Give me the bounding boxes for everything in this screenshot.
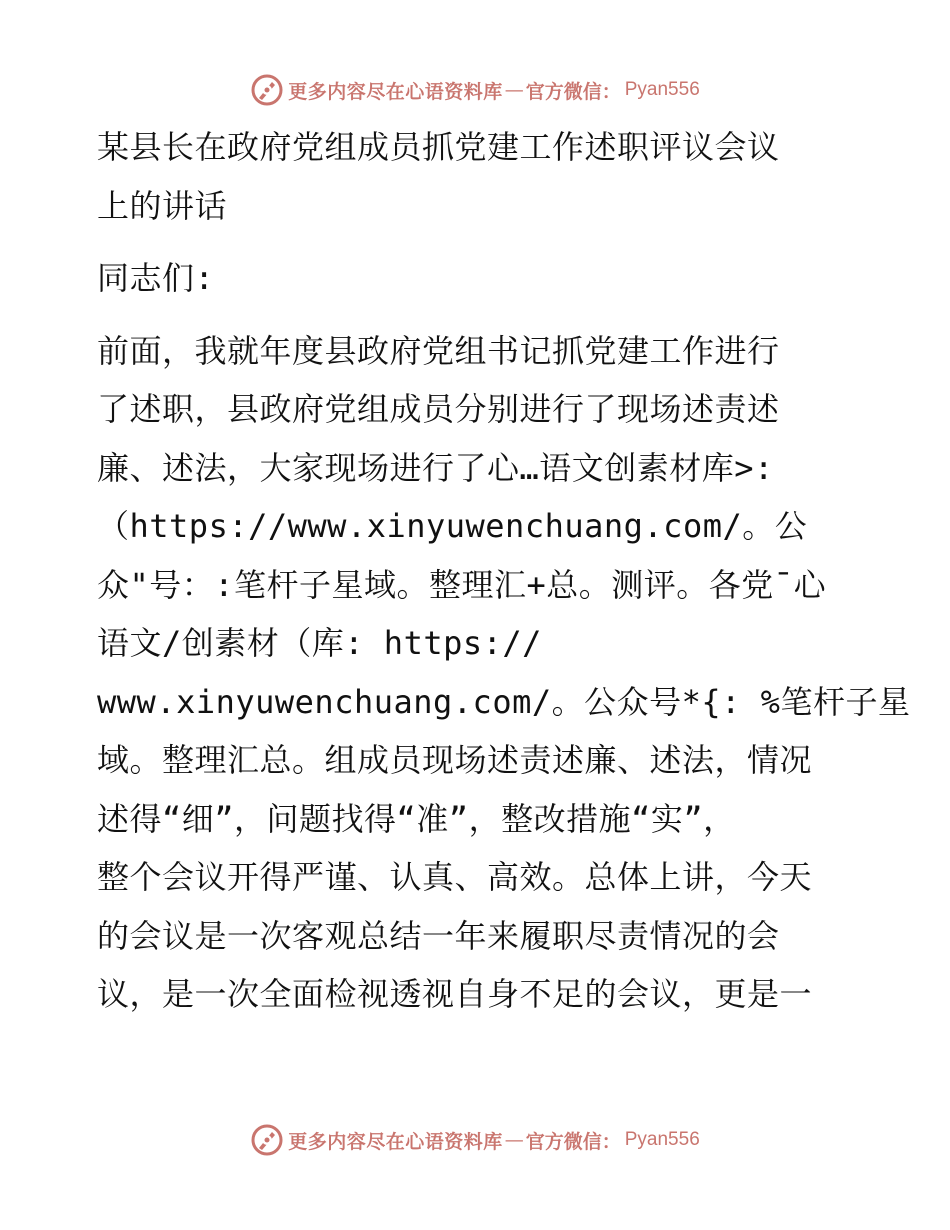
banner-wechat-id: Pyan556	[624, 79, 700, 100]
body-line: 述得“细”，问题找得“准”，整改措施“实”，	[97, 799, 736, 838]
title-line-1: 某县长在政府党组成员抓党建工作述职评议会议	[97, 128, 780, 166]
body-line: 的会议是一次客观总结一年来履职尽责情况的会	[97, 916, 780, 955]
body-line: 廉、述法，大家现场进行了心…语文创素材库>:	[97, 448, 774, 487]
body-line: www.xinyuwenchuang.com/。公众号*{: %笔杆子星	[97, 682, 911, 721]
document-body	[97, 118, 911, 1024]
header-banner	[0, 70, 950, 110]
body-line: 众"号：:笔杆子星域。整理汇+总。测评。各党¯心	[97, 565, 827, 604]
quill-logo-icon	[250, 73, 284, 107]
banner-separator: —	[504, 79, 524, 101]
footer-banner	[0, 1120, 950, 1160]
banner-text: 更多内容尽在心语资料库	[288, 80, 503, 103]
banner-wechat-label: 官方微信：	[525, 80, 621, 103]
banner-separator: —	[504, 1129, 524, 1151]
body-line: 整个会议开得严谨、认真、高效。总体上讲，今天	[97, 858, 813, 896]
body-line: （https://www.xinyuwenchuang.com/。公	[97, 507, 808, 545]
banner-wechat-label: 官方微信：	[525, 1130, 621, 1153]
title-line-2: 上的讲话	[97, 186, 228, 225]
body-line: 前面，我就年度县政府党组书记抓党建工作进行	[97, 331, 780, 370]
body-line: 域。整理汇总。组成员现场述责述廉、述法，情况	[97, 741, 813, 779]
salutation: 同志们:	[97, 259, 215, 297]
banner-text: 更多内容尽在心语资料库	[288, 1130, 503, 1153]
quill-logo-icon	[250, 1123, 284, 1157]
banner-wechat-id: Pyan556	[624, 1129, 700, 1150]
body-line: 议，是一次全面检视透视自身不足的会议，更是一	[97, 975, 813, 1013]
body-line: 了述职，县政府党组成员分别进行了现场述责述	[97, 390, 780, 428]
body-line: 语文/创素材（库: https://	[97, 624, 542, 662]
